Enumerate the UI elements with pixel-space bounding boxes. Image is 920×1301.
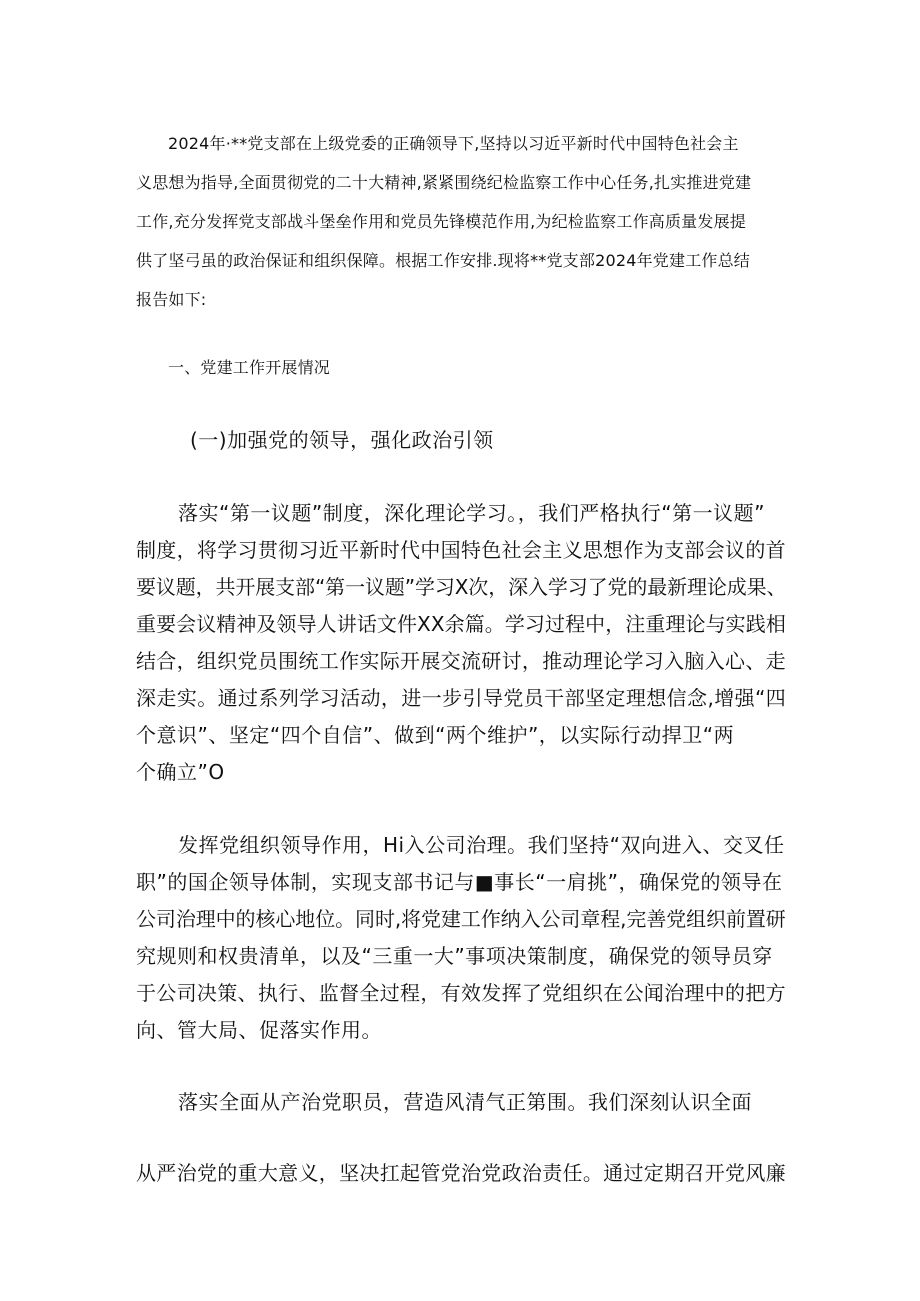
para1-line-8: 个确立”O <box>136 760 225 784</box>
para1-line-7: 个意识”、坚定“四个自信”、做到“两个维护”，以实际行动捍卫“两 <box>136 723 735 747</box>
para2-line-1: 发挥党组织领导作用，Hi入公司治理。我们坚持“双向进入、交叉任 <box>178 833 785 857</box>
para1-line-3: 要议题，共开展支部“第一议题”学习X次，深入学习了党的最新理论成果、 <box>136 575 787 599</box>
sub-heading: (一)加强党的领导，强化政治引领 <box>190 428 494 452</box>
para2-line-5: 于公司决策、执行、监督全过程，有效发挥了党组织在公闻治理中的把方 <box>136 981 786 1005</box>
para1-line-5: 结合，组织党员围统工作实际开展交流研讨，推动理论学习入脑入心、走 <box>136 649 786 673</box>
intro-line-2: 义思想为指导,全面贯彻党的二十大精神,紧紧围绕纪检监察工作中心任务,扎实推进党建 <box>136 173 752 192</box>
para1-line-6: 深走实。通过系列学习活动，进一步引导党员干部坚定理想信念,增强“四 <box>136 686 787 710</box>
section-heading: 一、党建工作开展情况 <box>168 358 331 377</box>
para2-line-4: 究规则和权贵清单，以及“三重一大”事项决策制度，确保党的领导员穿 <box>136 944 773 968</box>
para1-line-4: 重要会议精神及领导人讲话文件XX余篇。学习过程中，注重理论与实践相 <box>136 612 786 636</box>
intro-line-5: 报告如下: <box>136 290 207 309</box>
para1-line-2: 制度，将学习贯彻习近平新时代中国特色社会主义思想作为支部会议的首 <box>136 538 786 562</box>
para1-line-1: 落实“第一议题”制度，深化理论学习。，我们严格执行“第一议题” <box>178 501 765 525</box>
intro-line-4: 供了坚弓虽的政治保证和组织保障。根据工作安排.现将**党支部2024年党建工作总结 <box>136 251 751 270</box>
para2-line-2: 职”的国企领导体制，实现支部书记与■事长“一肩挑”，确保党的领导在 <box>136 870 783 894</box>
intro-line-1: 2024年·**党支部在上级党委的正确领导下,坚持以习近平新时代中国特色社会主 <box>168 134 739 153</box>
para2-line-6: 向、管大局、促落实作用。 <box>136 1018 382 1042</box>
intro-line-3: 工作,充分发挥党支部战斗堡垒作用和党员先锋模范作用,为纪检监察工作高质量发展提 <box>136 212 746 231</box>
para3-line-2: 从严治党的重大意义，坚决扛起管党治党政治责任。通过定期召开党风廉 <box>136 1161 786 1185</box>
para3-line-1: 落实全面从产治党职员，营造风清气正第围。我们深刻认识全面 <box>178 1090 752 1114</box>
para2-line-3: 公司治理中的核心地位。同时,将党建工作纳入公司章程,完善党组织前置研 <box>136 907 786 931</box>
